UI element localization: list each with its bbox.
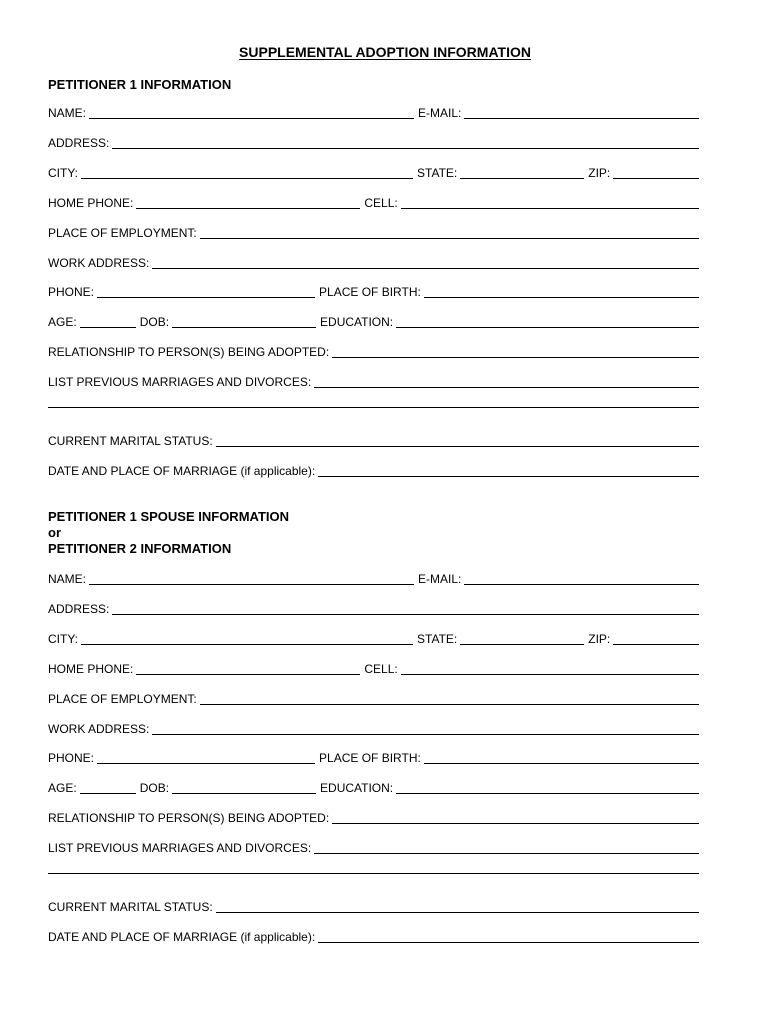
marital-status-field[interactable] xyxy=(216,912,699,913)
marital-status-field[interactable] xyxy=(216,446,699,447)
phone-label: PHONE: xyxy=(48,285,95,299)
name-label: NAME: xyxy=(48,106,87,120)
section-1-employment-row xyxy=(48,222,699,240)
section-1-age-dob-education-row xyxy=(48,311,699,329)
relationship-label: RELATIONSHIP TO PERSON(S) BEING ADOPTED: xyxy=(48,811,330,825)
place-of-employment-field[interactable] xyxy=(200,238,699,239)
section-1-address-row xyxy=(48,132,699,150)
section-2-phone-cell-row xyxy=(48,658,699,676)
education-field[interactable] xyxy=(396,793,699,794)
education-label: EDUCATION: xyxy=(320,315,394,329)
home-phone-label: HOME PHONE: xyxy=(48,196,134,210)
name-field[interactable] xyxy=(89,584,414,585)
place-of-birth-label: PLACE OF BIRTH: xyxy=(319,285,421,299)
dob-field[interactable] xyxy=(172,327,316,328)
date-place-marriage-field[interactable] xyxy=(318,476,699,477)
section-1-work-address-row xyxy=(48,252,699,270)
city-label: CITY: xyxy=(48,166,79,180)
section-1-name-email-row xyxy=(48,102,699,120)
previous-marriages-field[interactable] xyxy=(314,853,699,854)
education-field[interactable] xyxy=(396,327,699,328)
cell-label: CELL: xyxy=(364,196,398,210)
age-field[interactable] xyxy=(80,793,136,794)
dob-label: DOB: xyxy=(139,315,170,329)
cell-field[interactable] xyxy=(401,674,699,675)
age-field[interactable] xyxy=(80,327,136,328)
section-1-previous-marriages-row xyxy=(48,371,699,389)
form-title: SUPPLEMENTAL ADOPTION INFORMATION xyxy=(239,44,531,60)
work-address-field[interactable] xyxy=(152,268,699,269)
date-place-marriage-field[interactable] xyxy=(318,942,699,943)
section-2-marriage-date-place-row xyxy=(48,926,699,944)
home-phone-label: HOME PHONE: xyxy=(48,662,134,676)
marital-status-label: CURRENT MARITAL STATUS: xyxy=(48,434,213,448)
state-field[interactable] xyxy=(460,644,584,645)
name-field[interactable] xyxy=(89,118,414,119)
address-field[interactable] xyxy=(112,148,699,149)
section-1-heading: PETITIONER 1 INFORMATION xyxy=(48,77,232,92)
section-2-age-dob-education-row xyxy=(48,777,699,795)
date-place-marriage-label: DATE AND PLACE OF MARRIAGE (if applicable): xyxy=(48,930,316,944)
state-label: STATE: xyxy=(417,166,458,180)
section-2-marital-status-row xyxy=(48,896,699,914)
place-of-birth-field[interactable] xyxy=(424,763,699,764)
city-label: CITY: xyxy=(48,632,79,646)
work-address-label: WORK ADDRESS: xyxy=(48,256,150,270)
section-2-work-address-row xyxy=(48,718,699,736)
section-2-phone-birthplace-row xyxy=(48,747,699,765)
phone-label: PHONE: xyxy=(48,751,95,765)
date-place-marriage-label: DATE AND PLACE OF MARRIAGE (if applicable): xyxy=(48,464,316,478)
section-2-name-email-row xyxy=(48,568,699,586)
home-phone-field[interactable] xyxy=(136,674,360,675)
email-field[interactable] xyxy=(464,118,699,119)
email-field[interactable] xyxy=(464,584,699,585)
work-address-field[interactable] xyxy=(152,734,699,735)
place-of-birth-field[interactable] xyxy=(424,297,699,298)
address-label: ADDRESS: xyxy=(48,136,110,150)
age-label: AGE: xyxy=(48,781,77,795)
section-1-marriage-date-place-row xyxy=(48,460,699,478)
section-1-phone-birthplace-row xyxy=(48,281,699,299)
cell-field[interactable] xyxy=(401,208,699,209)
section-2-city-state-zip-row xyxy=(48,628,699,646)
home-phone-field[interactable] xyxy=(136,208,360,209)
section-2-relationship-row xyxy=(48,807,699,825)
name-label: NAME: xyxy=(48,572,87,586)
section-2-heading-line2: or xyxy=(48,525,61,540)
relationship-label: RELATIONSHIP TO PERSON(S) BEING ADOPTED: xyxy=(48,345,330,359)
zip-field[interactable] xyxy=(613,644,699,645)
zip-label: ZIP: xyxy=(588,166,611,180)
section-2-heading xyxy=(48,509,289,557)
phone-field[interactable] xyxy=(97,297,315,298)
marital-status-label: CURRENT MARITAL STATUS: xyxy=(48,900,213,914)
age-label: AGE: xyxy=(48,315,77,329)
section-1-city-state-zip-row xyxy=(48,162,699,180)
section-1-marital-status-row xyxy=(48,430,699,448)
phone-field[interactable] xyxy=(97,763,315,764)
education-label: EDUCATION: xyxy=(320,781,394,795)
section-1-phone-cell-row xyxy=(48,192,699,210)
relationship-field[interactable] xyxy=(332,357,699,358)
previous-marriages-field[interactable] xyxy=(314,387,699,388)
section-2-address-row xyxy=(48,598,699,616)
previous-marriages-label: LIST PREVIOUS MARRIAGES AND DIVORCES: xyxy=(48,841,312,855)
zip-field[interactable] xyxy=(613,178,699,179)
previous-marriages-label: LIST PREVIOUS MARRIAGES AND DIVORCES: xyxy=(48,375,312,389)
city-field[interactable] xyxy=(81,178,413,179)
section-2-employment-row xyxy=(48,688,699,706)
place-of-employment-label: PLACE OF EMPLOYMENT: xyxy=(48,226,197,240)
dob-label: DOB: xyxy=(139,781,170,795)
state-field[interactable] xyxy=(460,178,584,179)
section-1-relationship-row xyxy=(48,341,699,359)
place-of-birth-label: PLACE OF BIRTH: xyxy=(319,751,421,765)
city-field[interactable] xyxy=(81,644,413,645)
place-of-employment-label: PLACE OF EMPLOYMENT: xyxy=(48,692,197,706)
email-label: E-MAIL: xyxy=(418,572,462,586)
cell-label: CELL: xyxy=(364,662,398,676)
dob-field[interactable] xyxy=(172,793,316,794)
section-2-previous-marriages-extra-line[interactable] xyxy=(48,873,699,874)
relationship-field[interactable] xyxy=(332,823,699,824)
section-1-previous-marriages-extra-line[interactable] xyxy=(48,407,699,408)
section-2-previous-marriages-row xyxy=(48,837,699,855)
section-2-heading-line1: PETITIONER 1 SPOUSE INFORMATION xyxy=(48,509,290,524)
email-label: E-MAIL: xyxy=(418,106,462,120)
place-of-employment-field[interactable] xyxy=(200,704,699,705)
address-field[interactable] xyxy=(112,614,699,615)
state-label: STATE: xyxy=(417,632,458,646)
zip-label: ZIP: xyxy=(588,632,611,646)
address-label: ADDRESS: xyxy=(48,602,110,616)
work-address-label: WORK ADDRESS: xyxy=(48,722,150,736)
section-2-heading-line3: PETITIONER 2 INFORMATION xyxy=(48,541,232,556)
